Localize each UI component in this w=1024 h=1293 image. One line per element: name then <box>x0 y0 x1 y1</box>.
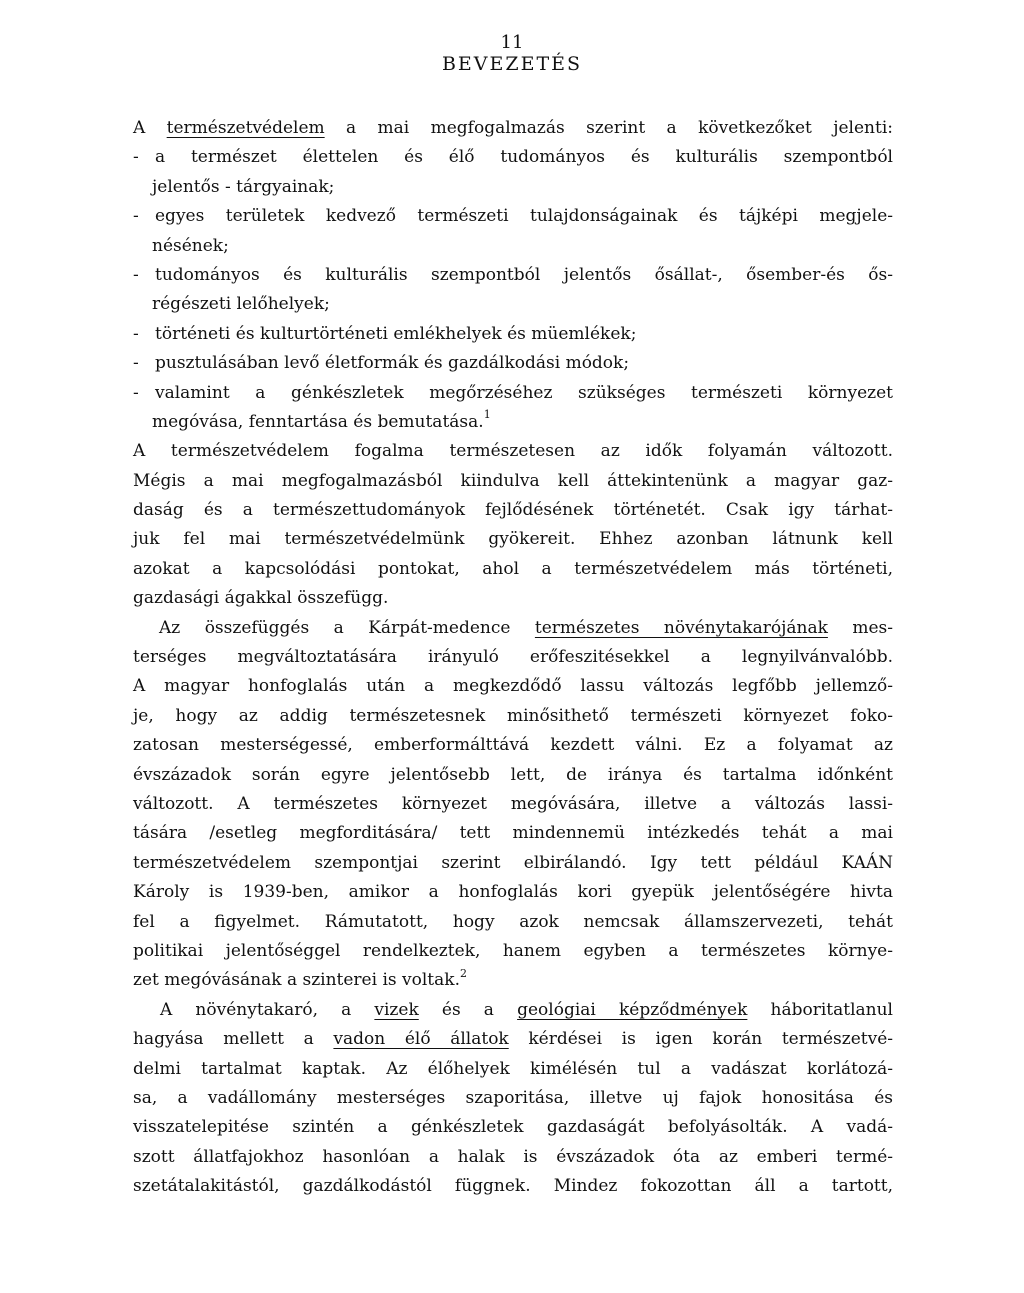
list-item-continuation: régészeti lelőhelyek; <box>152 294 330 315</box>
list-item: - valamint a génkészletek megőrzéséhez szükséges természeti környezet <box>133 382 893 403</box>
list-item-continuation: nésének; <box>152 235 229 256</box>
paragraph-line: juk fel mai természetvédelmünk gyökereit. Ehhez azonban látnunk kell <box>133 529 893 550</box>
paragraph-line: szott állatfajokhoz hasonlóan a halak is évszázadok óta az emberi termé- <box>133 1146 893 1167</box>
body-text <box>133 114 893 1201</box>
paragraph-line: évszázadok során egyre jelentősebb lett, de iránya és tartalma időnként <box>133 764 893 785</box>
paragraph-line: azokat a kapcsolódási pontokat, ahol a természetvédelem más történeti, <box>133 558 893 579</box>
paragraph-line: zet megóvásának a szinterei is voltak.$^2$ <box>133 966 467 991</box>
paragraph-line: Mégis a mai megfogalmazásból kiindulva kell áttekintenünk a magyar gaz- <box>133 470 893 491</box>
paragraph-line: fel a figyelmet. Rámutatott, hogy azok nemcsak államszervezeti, tehát <box>133 911 893 932</box>
paragraph-line: szetátalakitástól, gazdálkodástól függnek. Mindez fokozottan áll a tartott, <box>133 1176 893 1197</box>
paragraph-line: je, hogy az addig természetesnek minősithető természeti környezet foko- <box>133 705 893 726</box>
paragraph-line: A magyar honfoglalás után a megkezdődő lassu változás legfőbb jellemző- <box>133 676 893 697</box>
underlined-term: geológiai képződmények <box>517 999 748 1020</box>
page-number: 11 <box>500 32 524 53</box>
paragraph-line: delmi tartalmat kaptak. Az élőhelyek kimélésén tul a vadászat korlátozá- <box>133 1058 893 1079</box>
paragraph-line: politikai jelentőséggel rendelkeztek, hanem egyben a természetes környe- <box>133 940 893 961</box>
paragraph-line: terséges megváltoztatására irányuló erőfeszitésekkel a legnyilvánvalóbb. <box>133 647 893 668</box>
underlined-term: vadon élő állatok <box>333 1029 509 1050</box>
paragraph-line: daság és a természettudományok fejlődésének történetét. Csak igy tárhat- <box>133 500 893 521</box>
paragraph-line: visszatelepitése szintén a génkészletek gazdaságát befolyásolták. A vadá- <box>133 1117 893 1138</box>
paragraph-line: változott. A természetes környezet megóvására, illetve a változás lassi- <box>133 793 893 814</box>
list-item-continuation: jelentős - tárgyainak; <box>152 176 335 197</box>
paragraph-line: hagyása mellett a vadon élő állatok kérdései is igen korán természetvé- <box>133 1029 893 1050</box>
list-item-continuation: megóvása, fenntartása és bemutatása.$^1$ <box>152 408 491 432</box>
underlined-term: természetvédelem <box>166 118 325 138</box>
chapter-title: BEVEZETÉS <box>441 53 583 75</box>
list-item: - pusztulásában levő életformák és gazdálkodási módok; <box>133 353 630 374</box>
underlined-term: természetes növénytakarójának <box>534 617 828 638</box>
underlined-term: vizek <box>374 999 419 1020</box>
paragraph-line: Károly is 1939-ben, amikor a honfoglalás kori gyepük jelentőségére hivta <box>133 882 893 903</box>
paragraph-line: sa, a vadállomány mesterséges szaporitása, illetve uj fajok honositása és <box>133 1087 893 1108</box>
list-item: - egyes területek kedvező természeti tulajdonságainak és tájképi megjele- <box>133 206 893 227</box>
list-item: - a természet élettelen és élő tudományos és kulturális szempontból <box>133 147 893 168</box>
footnote-ref: 2 <box>459 966 467 980</box>
paragraph-line: természetvédelem szempontjai szerint elbirálandó. Igy tett például KAÁN <box>133 852 893 873</box>
paragraph-line: tására /esetleg megforditására/ tett mindennemü intézkedés tehát a mai <box>133 823 893 844</box>
paragraph-line: zatosan mesterségessé, emberformálttává kezdett válni. Ez a folyamat az <box>133 735 893 756</box>
footnote-ref: 1 <box>483 408 491 422</box>
paragraph-line: Az összefüggés a Kárpát-medence természetes növénytakarójának mes- <box>159 617 893 638</box>
paragraph-line: gazdasági ágakkal összefügg. <box>133 588 389 609</box>
paragraph-line: A növénytakaró, a vizek és a geológiai képződmények háboritatlanul <box>160 999 893 1020</box>
list-item: - tudományos és kulturális szempontból jelentős ősállat-, ősember-és ős- <box>133 264 893 285</box>
paragraph-line: A természetvédelem fogalma természetesen az idők folyamán változott. <box>133 441 893 462</box>
list-item: - történeti és kulturtörténeti emlékhelyek és müemlékek; <box>133 323 637 344</box>
intro-line: A természetvédelem a mai megfogalmazás szerint a következőket jelenti: <box>133 118 893 138</box>
